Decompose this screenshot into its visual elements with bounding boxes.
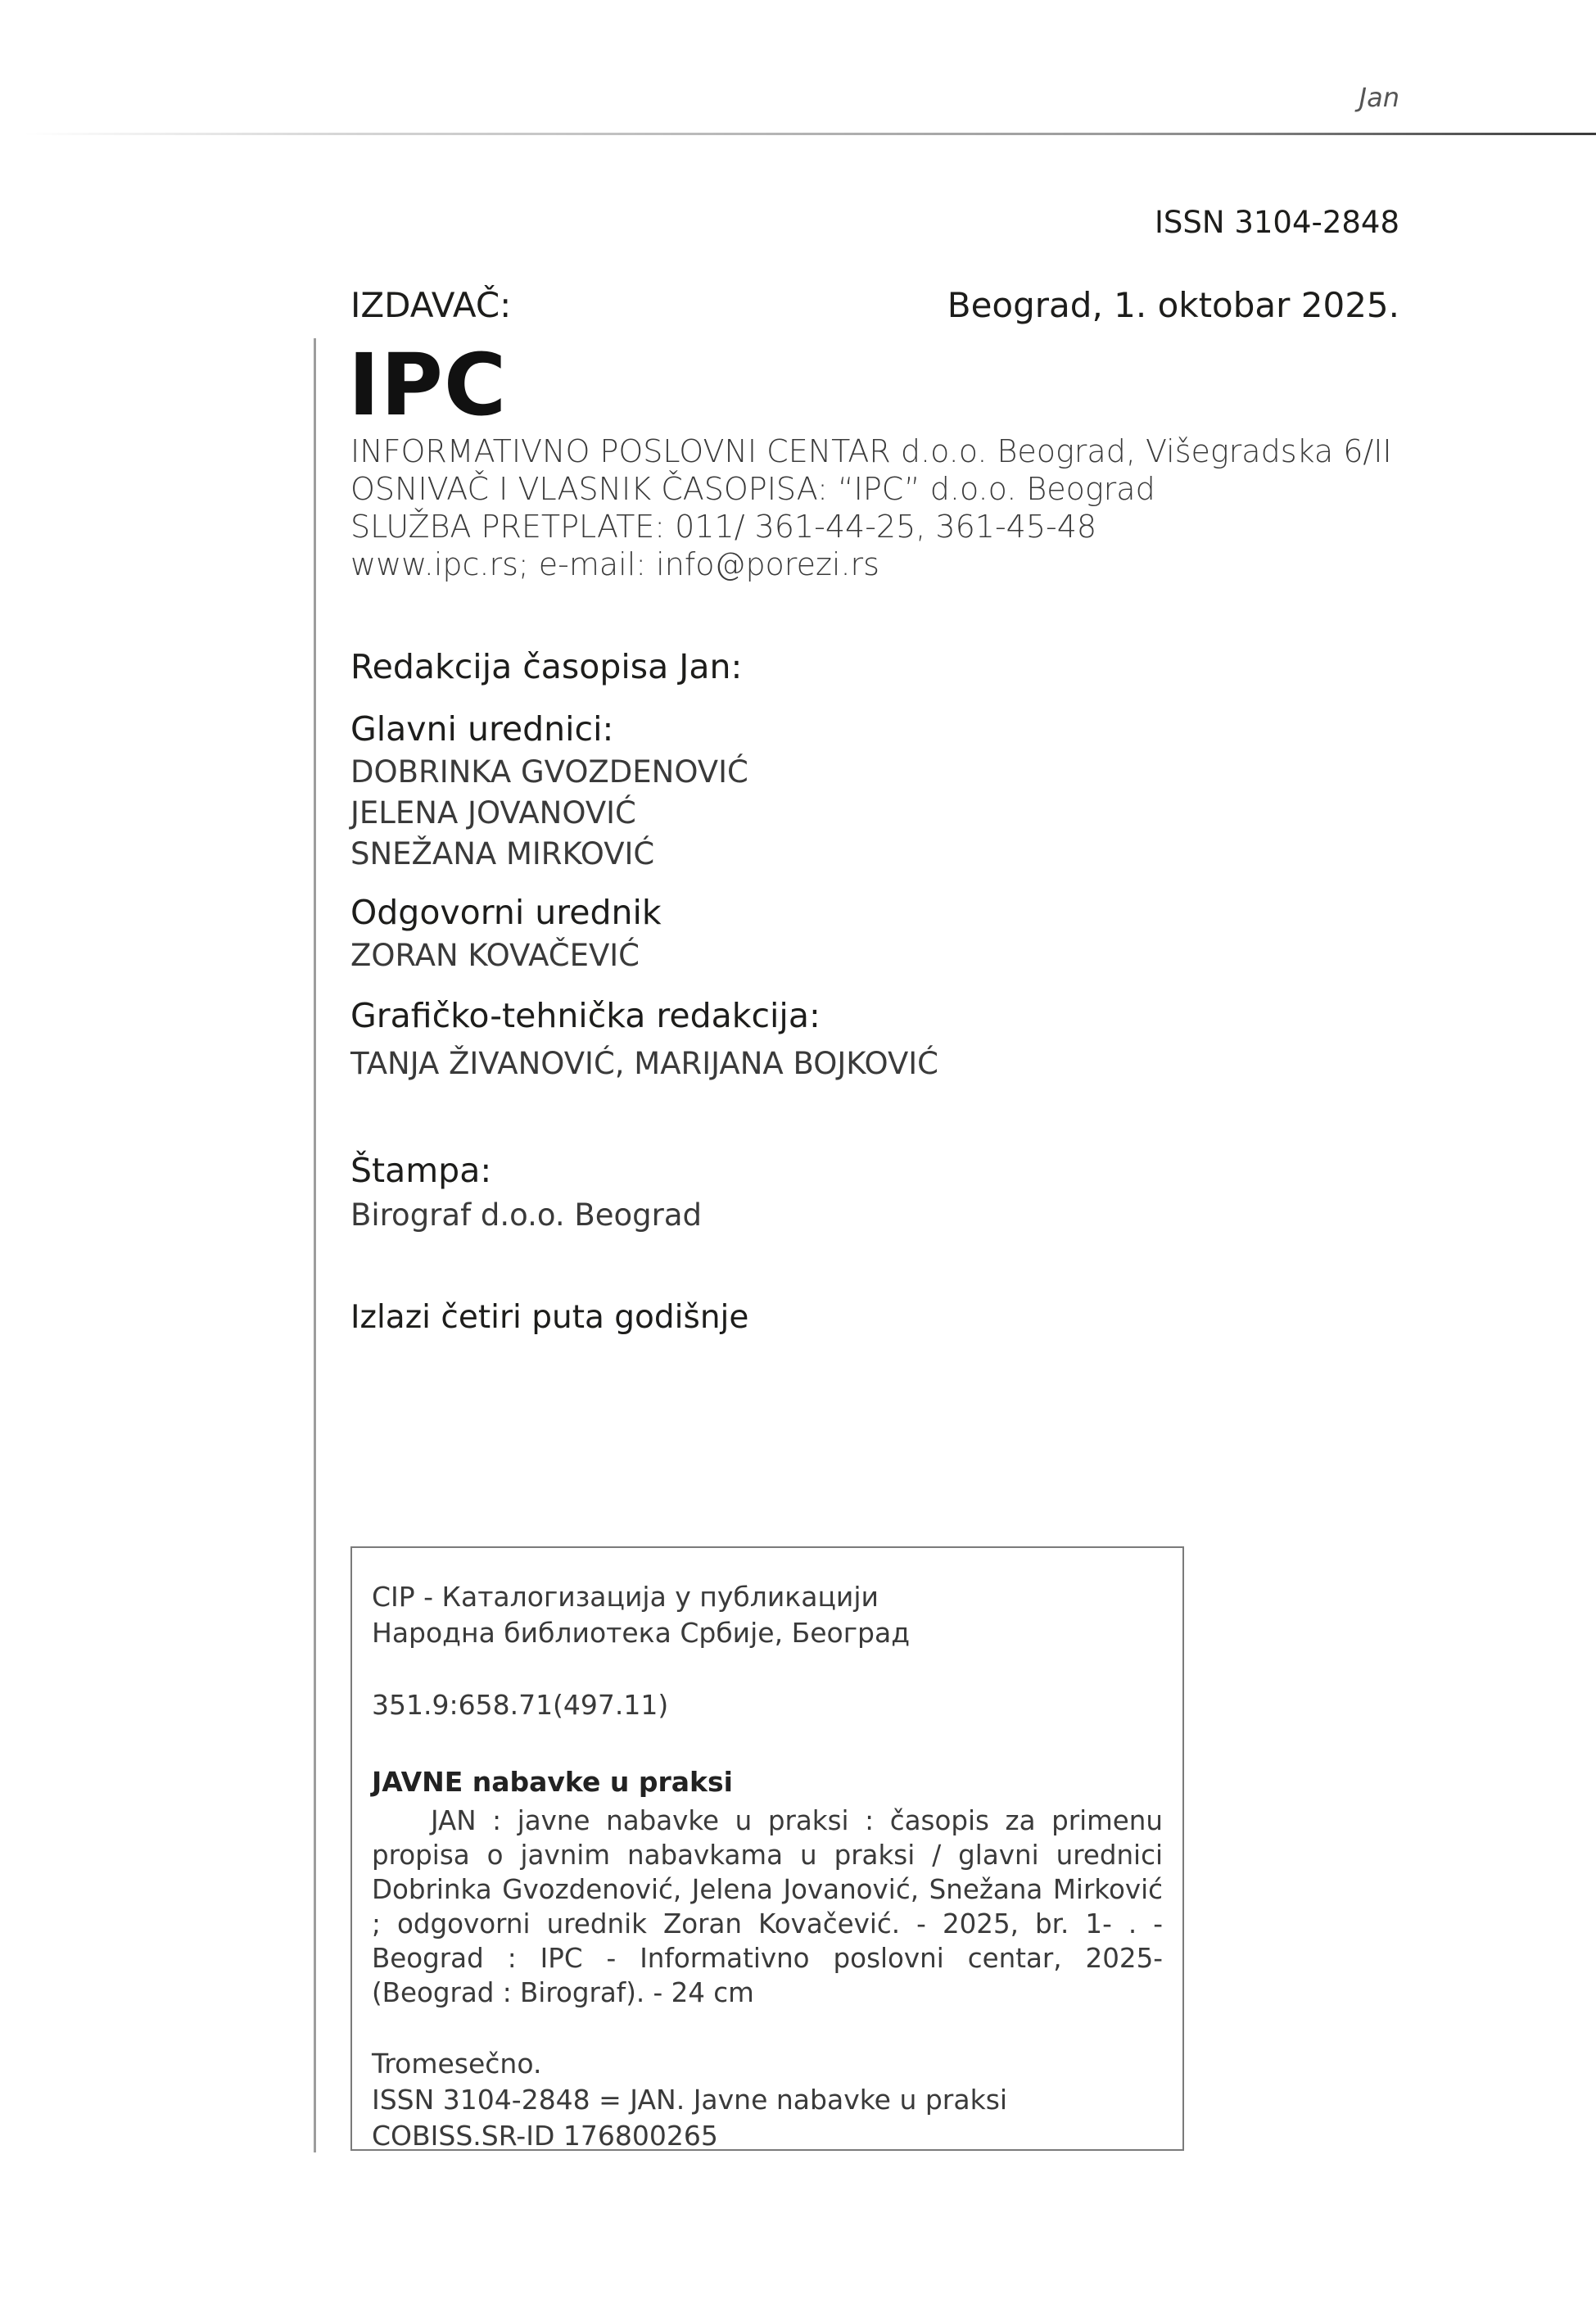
- cip-title: JAVNE nabavke u praksi: [372, 1766, 733, 1798]
- chief-editors-label: Glavni urednici:: [350, 709, 614, 749]
- cip-record-box: [350, 1546, 1184, 2151]
- cip-description: [372, 1804, 1163, 2010]
- printer: Birograf d.o.o. Beograd: [350, 1197, 703, 1233]
- publisher-line: SLUŽBA PRETPLATE: 011/ 361-44-25, 361-45-48: [350, 509, 1097, 545]
- chief-editor: DOBRINKA GVOZDENOVIĆ: [350, 754, 748, 790]
- cip-frequency: Tromesečno.: [372, 2048, 542, 2080]
- cip-issn: ISSN 3104-2848 = JAN. Javne nabavke u praksi: [372, 2084, 1008, 2116]
- chief-editor: SNEŽANA MIRKOVIĆ: [350, 836, 655, 871]
- cip-line: CIP - Каталогизација у публикацији: [372, 1581, 879, 1613]
- publisher-contact: www.ipc.rs; e-mail: info@porezi.rs: [350, 546, 879, 582]
- running-header-title: Jan: [1359, 82, 1399, 113]
- chief-editor: JELENA JOVANOVIĆ: [350, 795, 636, 831]
- publisher-line: INFORMATIVNO POSLOVNI CENTAR d.o.o. Beograd, Višegradska 6/II: [350, 433, 1392, 469]
- publisher-line: OSNIVAČ I VLASNIK ČASOPISA: “IPC” d.o.o. Beograd: [350, 471, 1155, 507]
- publisher-label: IZDAVAČ:: [350, 285, 512, 325]
- responsible-editor: ZORAN KOVAČEVIĆ: [350, 938, 640, 973]
- cip-udc: 351.9:658.71(497.11): [372, 1689, 669, 1721]
- cip-cobiss: COBISS.SR-ID 176800265: [372, 2120, 718, 2152]
- ipc-logo: IPC: [348, 335, 508, 435]
- graphic-editorial-label: Grafičko-tehnička redakcija:: [350, 996, 821, 1035]
- responsible-editor-label: Odgovorni urednik: [350, 893, 662, 932]
- issn: ISSN 3104-2848: [1155, 205, 1399, 240]
- frequency-note: Izlazi četiri puta godišnje: [350, 1299, 749, 1336]
- header-rule: [25, 133, 1596, 135]
- cip-description-text: JAN : javne nabavke u praksi : časopis za primenu propisa o javnim nabavkama u praksi / glavni urednici Dobrinka Gvozdenović, Jelena Jovanović, Snežana Mirković ; odgovorni urednik Zoran Kovačević. - 2025, br. 1- . - Beograd : IPC - Informativno poslovni centar, 2025- (Beograd : Birograf). - 24 cm: [372, 1805, 1163, 2008]
- editorial-heading: Redakcija časopisa Jan:: [350, 647, 743, 686]
- vertical-rule: [314, 338, 316, 2152]
- publisher-info: [350, 432, 1392, 583]
- graphic-editorial: TANJA ŽIVANOVIĆ, MARIJANA BOJKOVIĆ: [350, 1046, 939, 1081]
- publication-date: Beograd, 1. oktobar 2025.: [947, 285, 1399, 325]
- print-label: Štampa:: [350, 1151, 492, 1190]
- cip-line: Народна библиотека Србије, Београд: [372, 1617, 911, 1649]
- chief-editors-list: [350, 752, 748, 875]
